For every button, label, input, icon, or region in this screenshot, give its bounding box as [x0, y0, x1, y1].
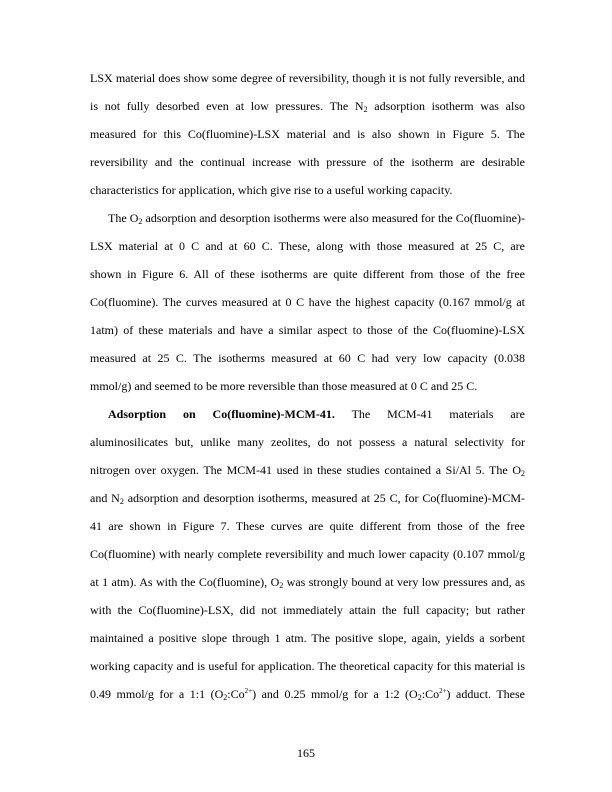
text-line-4: reversibility and the continual increase with pressure of the isotherm are desirable	[90, 155, 525, 169]
page-number: 165	[297, 746, 315, 760]
text-line-18: Co(fluomine) with nearly complete reversibility and much lower capacity (0.107 mmol/g	[90, 547, 525, 561]
text-line-1: LSX material does show some degree of reversibility, though it is not fully reversible, and	[90, 71, 525, 85]
text-line-13: Adsorption on Co(fluomine)-MCM-41. The MCM-41 materials are	[108, 407, 525, 421]
text-line-3: measured for this Co(fluomine)-LSX material and is also shown in Figure 5. The	[90, 127, 525, 141]
text-line-9: Co(fluomine). The curves measured at 0 C have the highest capacity (0.167 mmol/g at	[90, 295, 525, 309]
text-line-10: 1atm) of these materials and have a similar aspect to those of the Co(fluomine)-LSX	[90, 323, 525, 337]
text-line-16: and $N_2$ adsorption and desorption isotherms, measured at 25 C, for Co(fluomine)-MCM-	[90, 491, 525, 506]
text-line-19: at 1 atm). As with the Co(fluomine), $O_2$ was strongly bound at very low pressures and, as	[90, 575, 525, 590]
text-line-14: aluminosilicates but, unlike many zeolites, do not possess a natural selectivity for	[90, 435, 525, 449]
text-line-20: with the Co(fluomine)-LSX, did not immediately attain the full capacity; but rather	[90, 603, 525, 617]
text-line-11: measured at 25 C. The isotherms measured at 60 C had very low capacity (0.038	[90, 351, 525, 365]
text-line-22: working capacity and is useful for application. The theoretical capacity for this material is	[90, 659, 525, 673]
text-line-2: is not fully desorbed even at low pressures. The $N_2$ adsorption isotherm was also	[90, 99, 525, 114]
text-line-12: mmol/g) and seemed to be more reversible than those measured at 0 C and 25 C.	[90, 379, 478, 393]
text-line-7: LSX material at 0 C and at 60 C. These, along with those measured at 25 C, are	[90, 239, 525, 253]
text-line-23: 0.49 mmol/g for a 1:1 $(O_2:Co^{2+})$ and 0.25 mmol/g for a 1:2 $(O_2:Co^{2+})$ adduct. These	[90, 687, 525, 702]
text-line-17: 41 are shown in Figure 7. These curves are quite different from those of the free	[90, 519, 525, 533]
text-line-6: The $O_2$ adsorption and desorption isotherms were also measured for the Co(fluomine)-	[108, 211, 526, 226]
section-heading: Adsorption on Co(fluomine)-MCM-41.	[108, 407, 335, 421]
text-line-21: maintained a positive slope through 1 atm. The positive slope, again, yields a sorbent	[90, 631, 525, 645]
text-line-15: nitrogen over oxygen. The MCM-41 used in these studies contained a Si/Al 5. The $O_2$	[90, 463, 525, 478]
text-line-8: shown in Figure 6. All of these isotherms are quite different from those of the free	[90, 267, 525, 281]
text-line-5: characteristics for application, which give rise to a useful working capacity.	[90, 183, 453, 197]
